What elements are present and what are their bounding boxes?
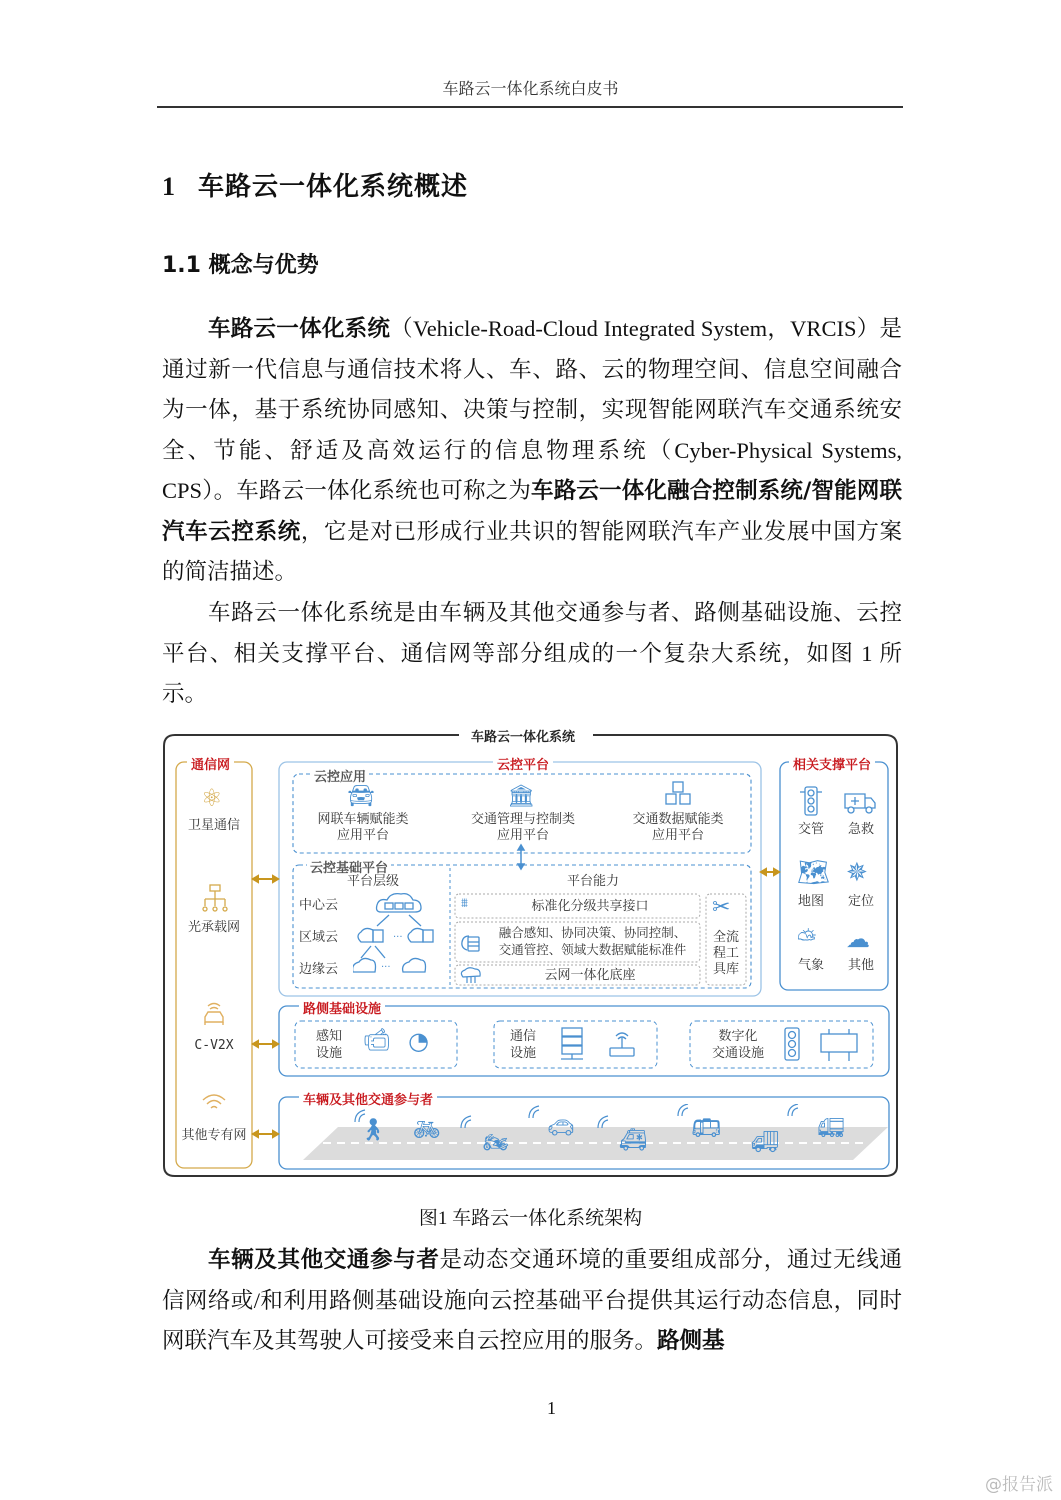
pedestrian-icon: 🚶︎: [359, 1118, 387, 1143]
header-rule: [157, 106, 903, 108]
camera-icon: 📹︎: [363, 1028, 391, 1053]
cloud-server-icon: [459, 930, 483, 954]
map-icon: 🗺︎: [797, 858, 831, 888]
bold-term: 路侧基: [657, 1328, 725, 1354]
level-label: 中心云: [299, 898, 339, 913]
radar-icon: ◔: [408, 1027, 429, 1055]
bold-term: 车辆及其他交通参与者: [208, 1247, 440, 1273]
tools-icon: ✂: [712, 895, 731, 920]
section-number: 1: [162, 172, 176, 201]
comm-item-label: C-V2X: [194, 1038, 234, 1053]
wifi-icon: [201, 1092, 227, 1114]
roadside-group-label: 设施: [509, 1046, 536, 1061]
roadside-group-label: 感知: [315, 1029, 342, 1044]
router-icon: [607, 1030, 637, 1060]
app-label-line1: 交通数据赋能类: [632, 812, 724, 827]
car-icon: 🚗︎: [547, 1116, 575, 1141]
roadside-group-label: 通信: [509, 1029, 536, 1044]
billboard-icon: [819, 1028, 859, 1062]
comm-item-label: 卫星通信: [187, 818, 240, 833]
support-item-label: 其他: [847, 958, 874, 973]
cloud-base-title: 云控基础平台: [307, 857, 391, 876]
bold-term: 车路云一体化融合控制系统/智能网联汽车云控系统: [162, 478, 902, 545]
toolkit-label: 全流: [712, 930, 739, 945]
server-icon: [559, 1027, 585, 1063]
support-item-label: 地图: [797, 894, 824, 909]
support-item-label: 交管: [797, 822, 824, 837]
level-label: 区域云: [299, 930, 339, 945]
capability-item: 云网一体化底座: [544, 968, 636, 983]
platform-levels-title: 平台层级: [346, 874, 399, 889]
optical-network-icon: [201, 884, 229, 914]
comm-network-title: 通信网: [187, 754, 234, 773]
paragraph-text: ，它是对已形成行业共识的智能网联汽车产业发展中国方案的简洁描述。: [162, 518, 902, 584]
cloud-network-icon: [459, 966, 483, 984]
signal-waves: [343, 1104, 863, 1134]
paragraph-composition: 车路云一体化系统是由车辆及其他交通参与者、路侧基础设施、云控平台、相关支撑平台、通信网等部分组成的一个复杂大系统，如图 1 所示。: [162, 600, 902, 706]
page-number: 1: [547, 1398, 556, 1418]
roadside-group-label: 交通设施: [711, 1046, 764, 1061]
weather-icon: ⛅︎: [797, 925, 817, 953]
bank-icon: 🏛︎: [507, 784, 535, 809]
comm-item-label: 其他专有网: [181, 1128, 247, 1143]
support-item-label: 气象: [797, 958, 824, 973]
running-header: 车路云一体化系统白皮书: [442, 79, 619, 98]
support-item-label: 急救: [847, 822, 874, 837]
app-label-line2: 应用平台: [496, 828, 549, 843]
watermark: @报告派: [985, 1475, 1053, 1495]
app-label-line2: 应用平台: [651, 828, 704, 843]
toolkit-label: 程工: [712, 946, 739, 961]
paragraph-text: 是动态交通环境的重要组成部分，通过无线通信网络或/和利用路侧基础设施向云控基础平台提供其运行动态信息，同时网联汽车及其驾驶人可接受来自云控应用的服务。: [162, 1247, 902, 1353]
ambulance-icon: 🚑︎: [619, 1128, 647, 1153]
cloud-platform-title: 云控平台: [493, 754, 553, 773]
ellipsis: ···: [393, 932, 403, 943]
section-heading: [162, 166, 468, 203]
capability-item: 融合感知、协同决策、协同控制、: [498, 925, 687, 940]
satellite-atom-icon: ⚛: [201, 784, 223, 812]
truck-icon: 🚚︎: [751, 1130, 779, 1155]
bicycle-icon: 🚲︎: [413, 1118, 441, 1143]
capability-item: 交通管控、领域大数据赋能标准件: [498, 942, 687, 957]
paragraph-text: （Vehicle-Road-Cloud Integrated System，VRCIS）是通过新一代信息与通信技术将人、车、路、云的物理空间、信息空间融合为一体，基于系统协同感知、决策与控制，实现智能网联汽车交通系统安全、节能、舒适及高效运行的信息物理系统（Cyber-Physical Systems, CPS）。车路云一体化系统也可称之为: [162, 316, 902, 503]
app-label-line1: 交通管理与控制类: [470, 812, 575, 827]
platform-capability-title: 平台能力: [566, 874, 619, 889]
motorcycle-icon: 🏍︎: [483, 1130, 509, 1154]
roadside-group-label: 设施: [315, 1046, 342, 1061]
support-item-label: 定位: [847, 894, 874, 909]
app-label-line1: 网联车辆赋能类: [317, 812, 409, 827]
subsection-heading: 1.1 概念与优势: [162, 253, 319, 278]
participants-title: 车辆及其他交通参与者: [299, 1089, 437, 1108]
support-platform-title: 相关支撑平台: [789, 754, 875, 773]
level-label: 边缘云: [299, 962, 339, 977]
bus-icon: 🚌︎: [691, 1114, 722, 1142]
comm-item-label: 光承载网: [187, 920, 240, 935]
cloud-icon: ☁︎: [846, 925, 870, 953]
roadside-group-label: 数字化: [718, 1029, 758, 1044]
architecture-figure: [163, 732, 898, 1177]
interface-icon: ⩩: [461, 896, 468, 911]
compass-icon: ✵: [846, 858, 868, 888]
app-label-line2: 应用平台: [336, 828, 389, 843]
ambulance-icon: [843, 790, 877, 814]
ellipsis: ···: [381, 962, 391, 973]
section-title: 车路云一体化系统概述: [198, 172, 469, 202]
cloud-apps-title: 云控应用: [311, 766, 369, 785]
figure-caption: 图1 车路云一体化系统架构: [418, 1208, 643, 1229]
paragraph-participants: [162, 1240, 902, 1362]
bold-term: 车路云一体化系统: [208, 316, 391, 342]
cubes-icon: [661, 780, 695, 810]
figure-title: 车路云一体化系统: [463, 726, 583, 745]
paragraph-definition: [162, 309, 902, 593]
traffic-light-icon: [779, 1027, 805, 1063]
roadside-title: 路侧基础设施: [299, 998, 385, 1017]
cloud-hierarchy-icon: [353, 890, 448, 986]
traffic-light-icon: [799, 786, 823, 818]
capability-item: 标准化分级共享接口: [531, 899, 649, 914]
connected-car-icon: [200, 1000, 228, 1030]
dump-truck-icon: 🚛︎: [817, 1116, 845, 1141]
car-icon: 🚘︎: [347, 784, 375, 809]
toolkit-label: 具库: [712, 962, 739, 977]
